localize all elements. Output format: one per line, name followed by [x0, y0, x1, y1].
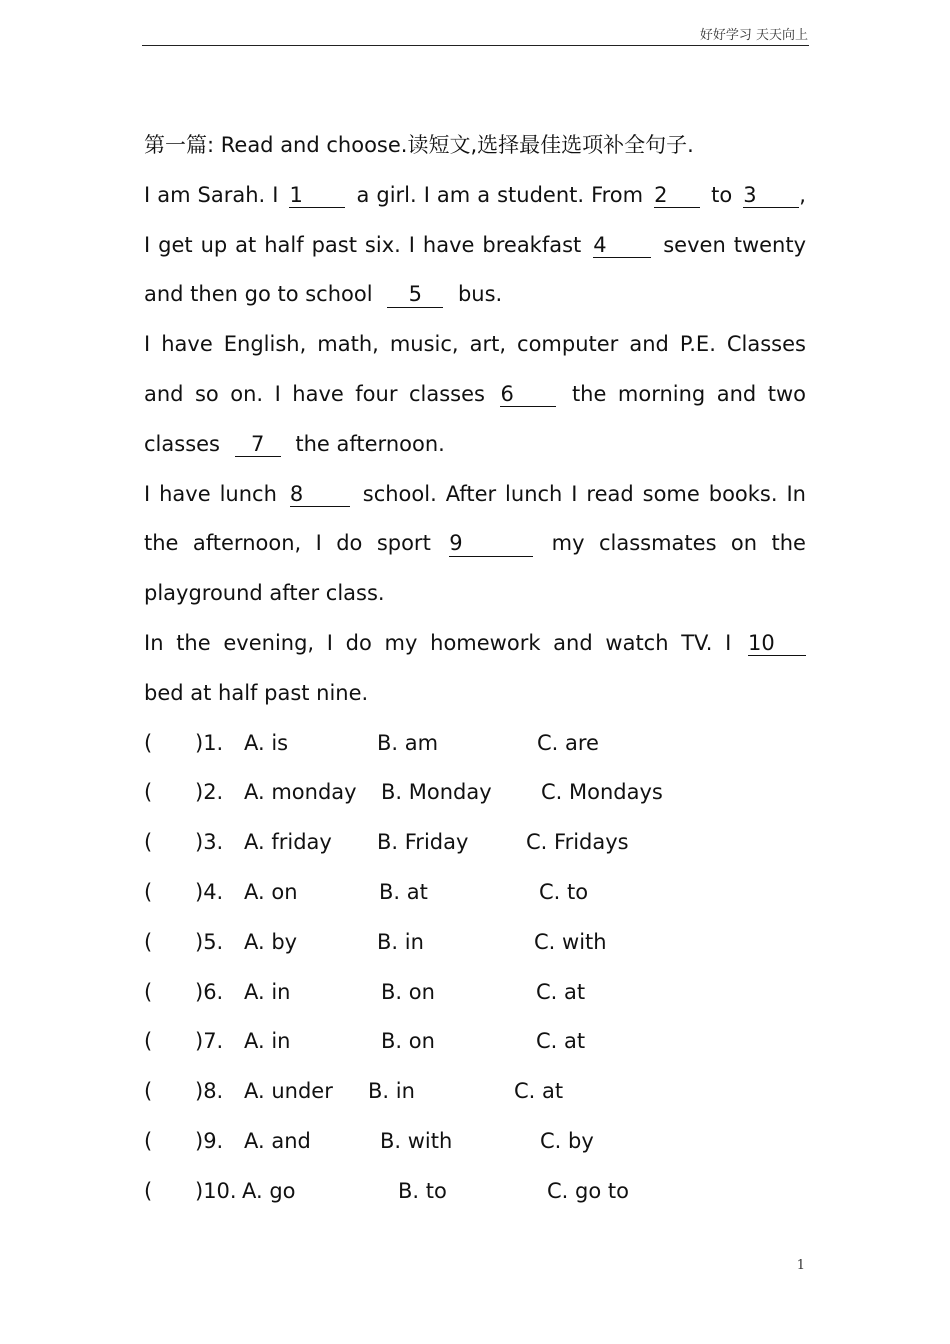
option-a[interactable]: A. on [244, 879, 298, 904]
option-row [144, 1067, 806, 1117]
paren-open: ( [144, 1029, 153, 1054]
passage-line-11 [144, 669, 806, 719]
option-b[interactable]: B. am [377, 730, 439, 755]
page-number: 1 [796, 1258, 805, 1273]
option-c[interactable]: C. are [537, 730, 599, 755]
option-a[interactable]: A. monday [244, 780, 357, 805]
question-number: )10. [195, 1178, 237, 1203]
passage-text: to [711, 182, 733, 207]
passage-line-9 [144, 569, 806, 619]
passage-text: the afternoon, I do sport [144, 531, 431, 556]
passage-line-3 [144, 270, 806, 320]
option-a[interactable]: A. go [242, 1178, 296, 1203]
passage-text: the afternoon. [295, 431, 445, 456]
blank-9: 9 [449, 531, 533, 556]
passage-text: playground after class. [144, 581, 385, 606]
option-c[interactable]: C. Mondays [541, 780, 663, 805]
blank-3: 3 [743, 183, 799, 208]
option-a[interactable]: A. in [244, 979, 291, 1004]
passage-text: I have English, math, music, art, computer and P.E. Classes [144, 332, 806, 357]
option-row [144, 719, 806, 769]
blank-2: 2 [654, 183, 700, 208]
question-number: )7. [195, 1029, 224, 1054]
paren-open: ( [144, 979, 153, 1004]
blank-10: 10 [748, 631, 806, 656]
header-motto: 好好学习 天天向上 [699, 28, 808, 43]
passage-text: In the evening, I do my homework and watch TV. I [144, 630, 732, 655]
passage-text: and so on. I have four classes [144, 381, 485, 406]
option-row [144, 868, 806, 918]
passage-text: and then go to school [144, 282, 373, 307]
option-c[interactable]: C. with [534, 929, 607, 954]
passage-line-4 [144, 320, 806, 370]
passage-line-5 [144, 370, 806, 420]
option-c[interactable]: C. at [536, 979, 586, 1004]
question-number: )8. [195, 1079, 224, 1104]
passage-text: bed at half past nine. [144, 680, 369, 705]
paren-open: ( [144, 1178, 153, 1203]
question-number: )3. [195, 830, 224, 855]
option-b[interactable]: B. to [398, 1178, 447, 1203]
blank-4: 4 [593, 233, 651, 258]
option-b[interactable]: B. at [379, 879, 428, 904]
paren-open: ( [144, 1128, 153, 1153]
passage-text: my classmates on the [551, 531, 806, 556]
option-row [144, 1117, 806, 1167]
option-b[interactable]: B. on [381, 979, 435, 1004]
option-row [144, 818, 806, 868]
paren-open: ( [144, 730, 153, 755]
question-number: )4. [195, 879, 224, 904]
option-c[interactable]: C. by [540, 1128, 594, 1153]
option-b[interactable]: B. on [381, 1029, 435, 1054]
passage-line-7 [144, 470, 806, 520]
option-row [144, 1167, 806, 1217]
passage-line-6 [144, 420, 806, 470]
blank-1: 1 [289, 183, 345, 208]
option-a[interactable]: A. and [244, 1128, 311, 1153]
option-a[interactable]: A. by [244, 929, 298, 954]
passage-line-1 [144, 171, 806, 221]
paren-open: ( [144, 879, 153, 904]
option-b[interactable]: B. with [380, 1128, 453, 1153]
passage-line-10 [144, 619, 806, 669]
option-row [144, 768, 806, 818]
paren-open: ( [144, 929, 153, 954]
question-number: )9. [195, 1128, 224, 1153]
option-row [144, 968, 806, 1018]
option-row [144, 1017, 806, 1067]
passage-text: seven twenty [663, 232, 807, 257]
passage-text: the morning and two [571, 381, 806, 406]
passage-text: bus. [457, 282, 503, 307]
passage-text: , [799, 182, 806, 207]
section-title: 第一篇: Read and choose.读短文,选择最佳选项补全句子. [144, 133, 694, 157]
option-c[interactable]: C. at [536, 1029, 586, 1054]
paren-open: ( [144, 1079, 153, 1104]
option-c[interactable]: C. to [539, 879, 589, 904]
question-number: )5. [195, 929, 224, 954]
option-b[interactable]: B. in [368, 1079, 415, 1104]
question-number: )1. [195, 730, 224, 755]
question-number: )2. [195, 780, 224, 805]
passage-text: classes [144, 431, 220, 456]
option-b[interactable]: B. Monday [381, 780, 492, 805]
blank-5: 5 [387, 282, 443, 307]
question-number: )6. [195, 979, 224, 1004]
passage-text: a girl. I am a student. From [356, 182, 644, 207]
option-b[interactable]: B. Friday [377, 830, 469, 855]
blank-7: 7 [235, 432, 281, 457]
option-c[interactable]: C. at [514, 1079, 564, 1104]
option-a[interactable]: A. in [244, 1029, 291, 1054]
option-a[interactable]: A. is [244, 730, 289, 755]
option-a[interactable]: A. under [244, 1079, 333, 1104]
passage-text: school. After lunch I read some books. In [362, 481, 806, 506]
blank-8: 8 [290, 482, 350, 507]
option-c[interactable]: C. go to [547, 1178, 629, 1203]
option-row [144, 918, 806, 968]
options-list [144, 719, 806, 1217]
passage-text: I have lunch [144, 481, 277, 506]
option-a[interactable]: A. friday [244, 830, 332, 855]
passage-line-8 [144, 519, 806, 569]
paren-open: ( [144, 780, 153, 805]
paren-open: ( [144, 830, 153, 855]
option-b[interactable]: B. in [377, 929, 424, 954]
passage-text: I get up at half past six. I have breakfast [144, 232, 582, 257]
blank-6: 6 [500, 382, 556, 407]
passage-line-2 [144, 221, 806, 271]
header-rule [142, 45, 809, 46]
passage-text: I am Sarah. I [144, 182, 279, 207]
option-c[interactable]: C. Fridays [526, 830, 629, 855]
worksheet-body [144, 121, 806, 1217]
